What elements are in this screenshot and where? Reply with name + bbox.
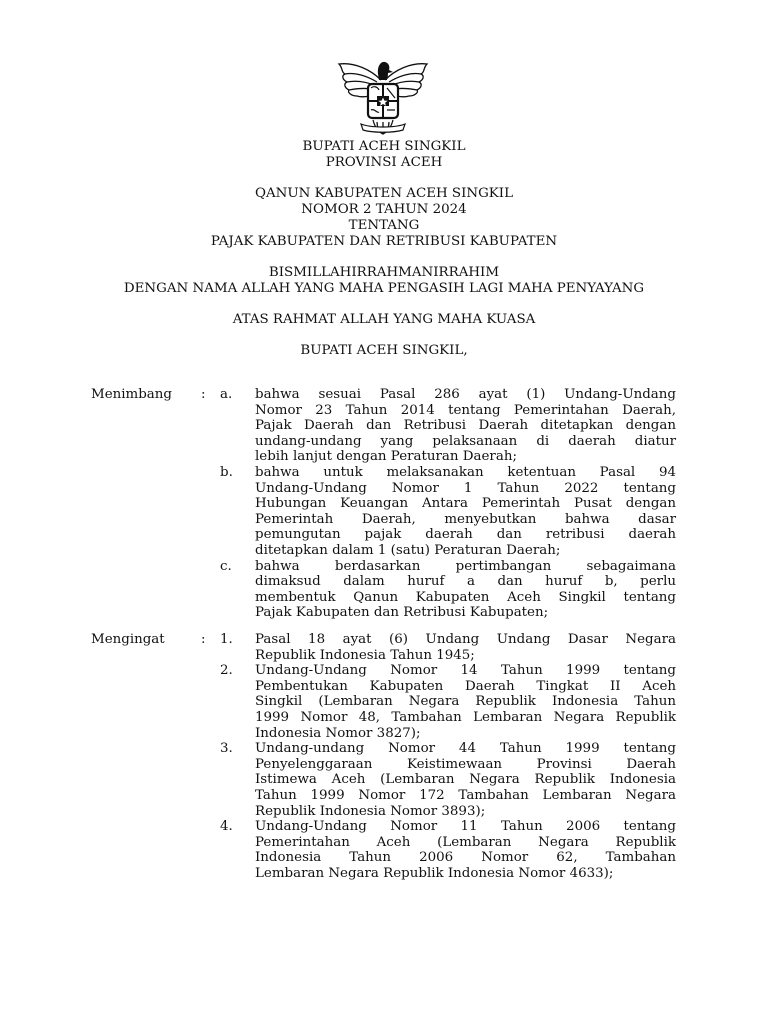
menimbang-section <box>0 387 768 621</box>
text-line: membentuk Qanun Kabupaten Aceh Singkil tentang <box>255 589 676 605</box>
text-line: dimaksud dalam huruf a dan huruf b, perlu <box>255 574 676 590</box>
text-line: undang-undang yang pelaksanaan di daerah diatur <box>255 433 676 449</box>
bupati-signatory-line: BUPATI ACEH SINGKIL, <box>300 343 468 358</box>
text-line: Istimewa Aceh (Lembaran Negara Republik Indonesia <box>255 772 676 788</box>
text-line: Pemerintahan Aceh (Lembaran Negara Republik <box>255 834 676 850</box>
text-line: Tahun 1999 Nomor 172 Tambahan Lembaran Negara <box>255 787 676 803</box>
text-line: Penyelenggaraan Keistimewaan Provinsi Daerah <box>255 756 676 772</box>
text-line: Pembentukan Kabupaten Daerah Tingkat II Aceh <box>255 678 676 694</box>
mengingat-colon: : <box>201 632 206 647</box>
mengingat-section <box>0 632 768 882</box>
text-line: Lembaran Negara Republik Indonesia Nomor 4633); <box>255 865 614 881</box>
mengingat-item-2 <box>0 663 768 741</box>
item-text <box>255 465 676 559</box>
item-marker: b. <box>220 464 233 480</box>
item-text <box>255 559 676 621</box>
text-line: Undang-Undang Nomor 1 Tahun 2022 tentang <box>255 480 676 496</box>
text-line: ditetapkan dalam 1 (satu) Peraturan Daerah; <box>255 542 561 558</box>
text-line: Republik Indonesia Tahun 1945; <box>255 647 475 663</box>
text-line: bahwa sesuai Pasal 286 ayat (1) Undang-Undang <box>255 387 676 402</box>
mengingat-item-3 <box>0 741 768 819</box>
item-marker: 4. <box>220 819 233 835</box>
bismillah-line: BISMILLAHIRRAHMANIRRAHIM <box>268 265 500 280</box>
text-line: Indonesia Tahun 2006 Nomor 62, Tambahan <box>255 850 676 866</box>
text-line: Indonesia Nomor 3827); <box>255 725 421 741</box>
text-line: Pasal 18 ayat (6) Undang Undang Dasar Negara <box>255 632 676 647</box>
text-line: Pajak Daerah dan Retribusi Daerah ditetapkan dengan <box>255 418 676 434</box>
text-line: Pemerintah Daerah, menyebutkan bahwa dasar <box>255 511 676 527</box>
text-line: Undang-undang Nomor 44 Tahun 1999 tentang <box>255 741 676 757</box>
mengingat-item-4 <box>0 819 768 881</box>
mengingat-label: Mengingat <box>91 632 165 647</box>
text-line: Undang-Undang Nomor 11 Tahun 2006 tentang <box>255 819 676 835</box>
item-marker: 1. <box>220 632 233 647</box>
qanun-title: QANUN KABUPATEN ACEH SINGKIL <box>255 186 513 201</box>
text-line: Undang-Undang Nomor 14 Tahun 1999 tentang <box>255 663 676 679</box>
menimbang-item-b <box>0 465 768 559</box>
tentang-label: TENTANG <box>348 218 420 233</box>
text-line: Singkil (Lembaran Negara Republik Indonesia Tahun <box>255 694 676 710</box>
item-text <box>255 663 676 741</box>
item-text <box>255 632 676 663</box>
garuda-emblem <box>331 52 435 136</box>
atas-rahmat-line: ATAS RAHMAT ALLAH YANG MAHA KUASA <box>232 312 536 327</box>
item-marker: 2. <box>220 663 233 679</box>
menimbang-item-a <box>0 387 768 465</box>
qanun-number: NOMOR 2 TAHUN 2024 <box>301 202 467 217</box>
text-line: pemungutan pajak daerah dan retribusi daerah <box>255 527 676 543</box>
item-marker: a. <box>220 387 233 402</box>
menimbang-colon: : <box>201 387 206 402</box>
text-line: 1999 Nomor 48, Tambahan Lembaran Negara Republik <box>255 709 676 725</box>
province-title: PROVINSI ACEH <box>325 155 443 170</box>
item-marker: 3. <box>220 741 233 757</box>
basmalah-translation: DENGAN NAMA ALLAH YANG MAHA PENGASIH LAGI MAHA PENYAYANG <box>123 281 645 296</box>
text-line: lebih lanjut dengan Peraturan Daerah; <box>255 449 517 465</box>
text-line: Hubungan Keuangan Antara Pemerintah Pusat dengan <box>255 496 676 512</box>
regent-title: BUPATI ACEH SINGKIL <box>302 139 466 154</box>
text-line: bahwa berdasarkan pertimbangan sebagaimana <box>255 558 676 574</box>
qanun-subject: PAJAK KABUPATEN DAN RETRIBUSI KABUPATEN <box>210 234 558 249</box>
text-line: Nomor 23 Tahun 2014 tentang Pemerintahan Daerah, <box>255 402 676 418</box>
item-marker: c. <box>220 558 232 574</box>
item-text <box>255 819 676 881</box>
text-line: bahwa untuk melaksanakan ketentuan Pasal 94 <box>255 464 676 480</box>
item-text <box>255 741 676 819</box>
text-line: Republik Indonesia Nomor 3893); <box>255 803 486 819</box>
menimbang-item-c <box>0 559 768 621</box>
mengingat-item-1 <box>0 632 768 663</box>
item-text <box>255 387 676 465</box>
text-line: Pajak Kabupaten dan Retribusi Kabupaten; <box>255 605 549 621</box>
menimbang-label: Menimbang <box>91 387 172 402</box>
